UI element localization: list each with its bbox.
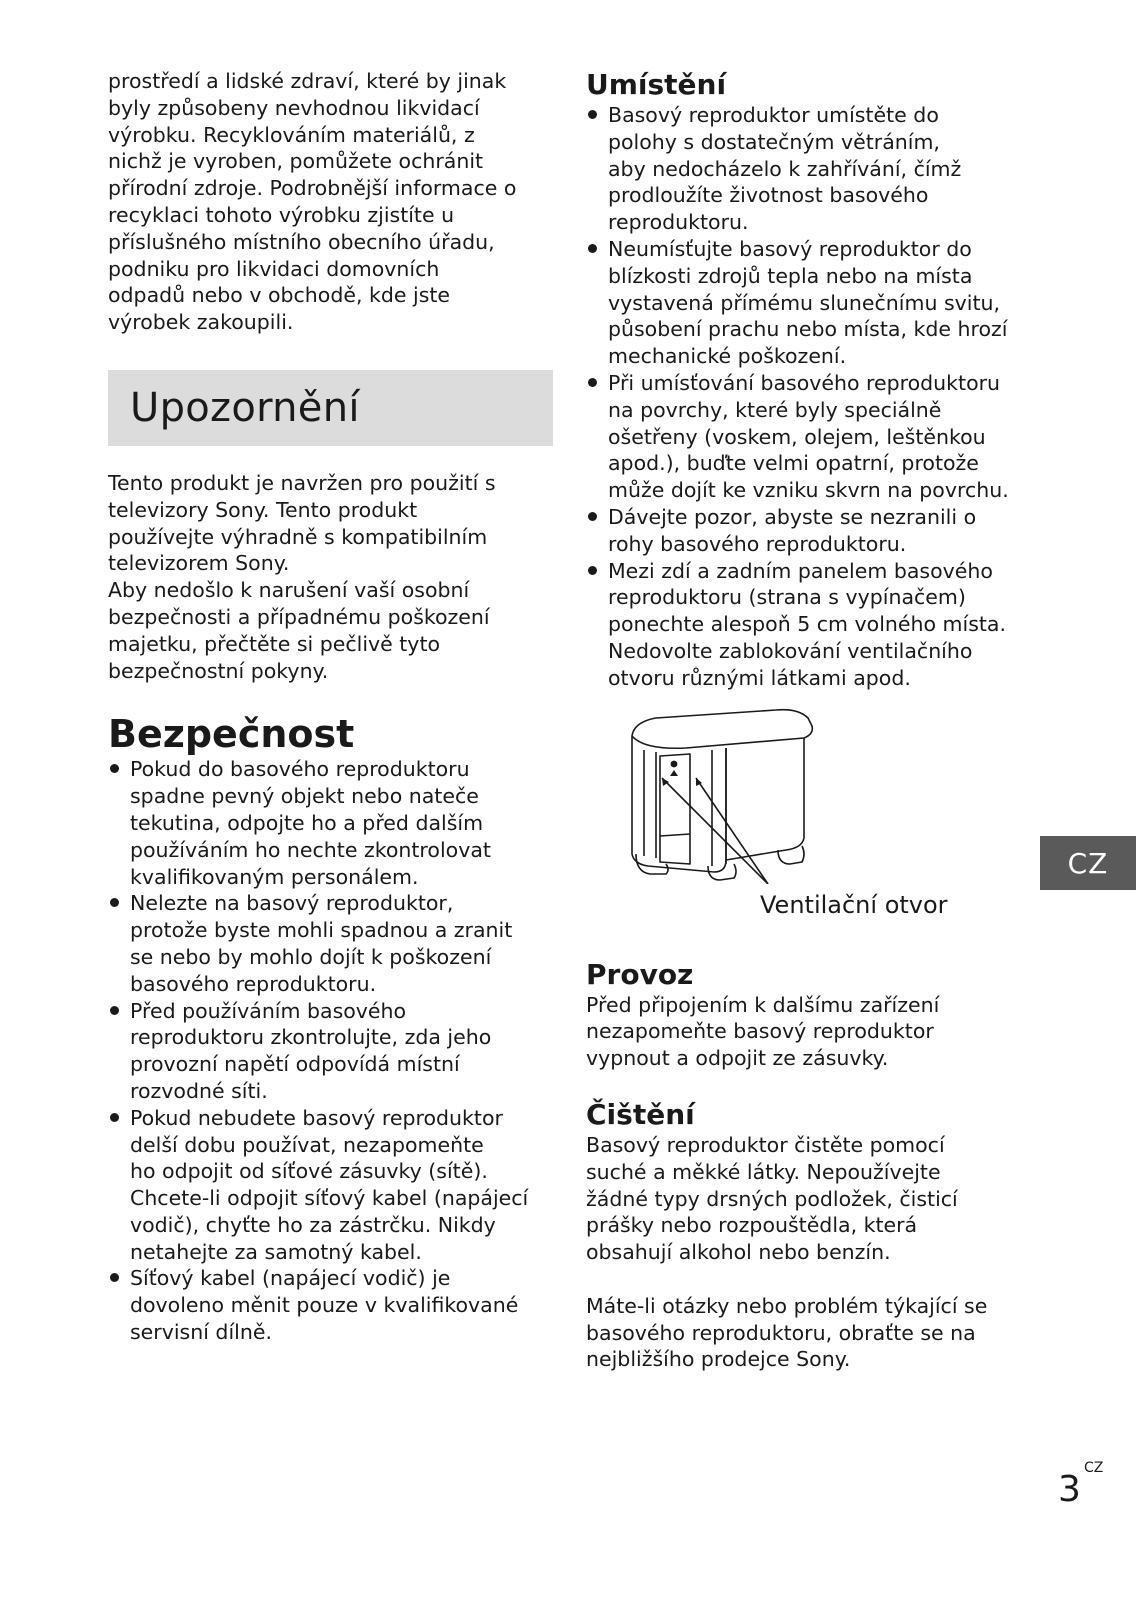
contact-paragraph [586,1293,1031,1373]
operation-heading: Provoz [586,957,694,991]
warning-paragraph [108,470,553,684]
text-line: televizory Sony. Tento produkt [108,497,418,522]
subwoofer-figure [586,704,1031,932]
text-line: basového reproduktoru, obraťte se na [586,1320,976,1345]
text-line: byly způsobeny nevhodnou likvidací [108,95,480,120]
safety-heading: Bezpečnost [108,712,355,757]
list-item: Nelezte na basový reproduktor, protože byste mohli spadnou a zranit se nebo by mohlo dojít k poškození basového reproduktoru. [108,890,553,997]
text-line: Basový reproduktor čistěte pomocí [586,1132,945,1157]
list-item: Basový reproduktor umístěte do polohy s dostatečným větráním, aby nedocházelo k zahřívání, čímž prodloužíte životnost basového reproduktoru. [586,102,1031,236]
text-line: nejbližšího prodejce Sony. [586,1347,851,1372]
text-line: recyklaci tohoto výrobku zjistíte u [108,202,455,227]
list-item: Síťový kabel (napájecí vodič) je dovoleno měnit pouze v kvalifikované servisní dílně. [108,1265,553,1345]
page-number: 3 [1058,1469,1081,1510]
list-item: Pokud nebudete basový reproduktor delší dobu používat, nezapomeňte ho odpojit od síťové zásuvky (sítě). Chcete-li odpojit síťový kabel (napájecí vodič), chyťte ho za zástrčku. Nikdy netahejte za samotný kabel. [108,1105,553,1266]
cleaning-heading: Čištění [586,1097,695,1131]
list-item: Před používáním basového reproduktoru zkontrolujte, zda jeho provozní napětí odpovídá místní rozvodné síti. [108,998,553,1105]
list-item: Mezi zdí a zadním panelem basového reproduktoru (strana s vypínačem) ponechte alespoň 5 cm volného místa. Nedovolte zablokování ventilačního otvoru různými látkami apod. [586,558,1031,692]
text-line: bezpečnostní pokyny. [108,658,329,683]
cleaning-paragraph [586,1132,1031,1266]
left-column [108,68,553,1346]
text-line: Tento produkt je navržen pro použití s [108,470,496,495]
text-line: přírodní zdroje. Podrobnější informace o [108,176,517,201]
subwoofer-illustration [626,704,926,884]
text-line: obsahují alkohol nebo benzín. [586,1240,891,1265]
text-line: Aby nedošlo k narušení vaší osobní [108,578,470,603]
text-line: nezapomeňte basový reproduktor [586,1019,934,1044]
text-line: výrobku. Recyklováním materiálů, z [108,122,475,147]
safety-list [108,756,553,1346]
list-item: Při umísťování basového reproduktoru na povrchy, které byly speciálně ošetřeny (voskem, olejem, leštěnkou apod.), buďte velmi opatrní, protože může dojít ke vzniku skvrn na povrchu. [586,370,1031,504]
warning-heading-box [108,370,553,446]
text-line: odpadů nebo v obchodě, kde jste [108,283,451,308]
text-line: Před připojením k dalšímu zařízení [586,992,940,1017]
page-number-language: CZ [1084,1460,1104,1476]
text-line: žádné typy drsných podložek, čisticí [586,1186,958,1211]
text-line: podniku pro likvidaci domovních [108,256,440,281]
placement-list [586,102,1031,692]
text-line: používejte výhradně s kompatibilním [108,524,488,549]
operation-paragraph [586,992,1031,1072]
list-item: Pokud do basového reproduktoru spadne pevný objekt nebo nateče tekutina, odpojte ho a před dalším používáním ho nechte zkontrolovat kvalifikovaným personálem. [108,756,553,890]
text-line: bezpečnosti a případnému poškození [108,604,490,629]
warning-heading: Upozornění [130,384,360,431]
list-item: Neumísťujte basový reproduktor do blízkosti zdrojů tepla nebo na místa vystavená přímému slunečnímu svitu, působení prachu nebo místa, kde hrozí mechanické poškození. [586,236,1031,370]
text-line: příslušného místního obecního úřadu, [108,229,495,254]
text-line: Máte-li otázky nebo problém týkající se [586,1293,988,1318]
figure-caption: Ventilační otvor [760,890,948,919]
text-line: suché a měkké látky. Nepoužívejte [586,1159,941,1184]
right-column [586,68,1031,1373]
intro-paragraph [108,68,553,336]
text-line: televizorem Sony. [108,551,290,576]
text-line: prášky nebo rozpouštědla, která [586,1213,918,1238]
text-line: výrobek zakoupili. [108,310,294,335]
text-line: nichž je vyroben, pomůžete ochránit [108,149,484,174]
language-tab: CZ [1040,836,1136,890]
placement-heading: Umístění [586,68,727,101]
text-line: prostředí a lidské zdraví, které by jinak [108,69,507,93]
text-line: majetku, přečtěte si pečlivě tyto [108,631,441,656]
list-item: Dávejte pozor, abyste se nezranili o rohy basového reproduktoru. [586,504,1031,558]
text-line: vypnout a odpojit ze zásuvky. [586,1046,889,1071]
